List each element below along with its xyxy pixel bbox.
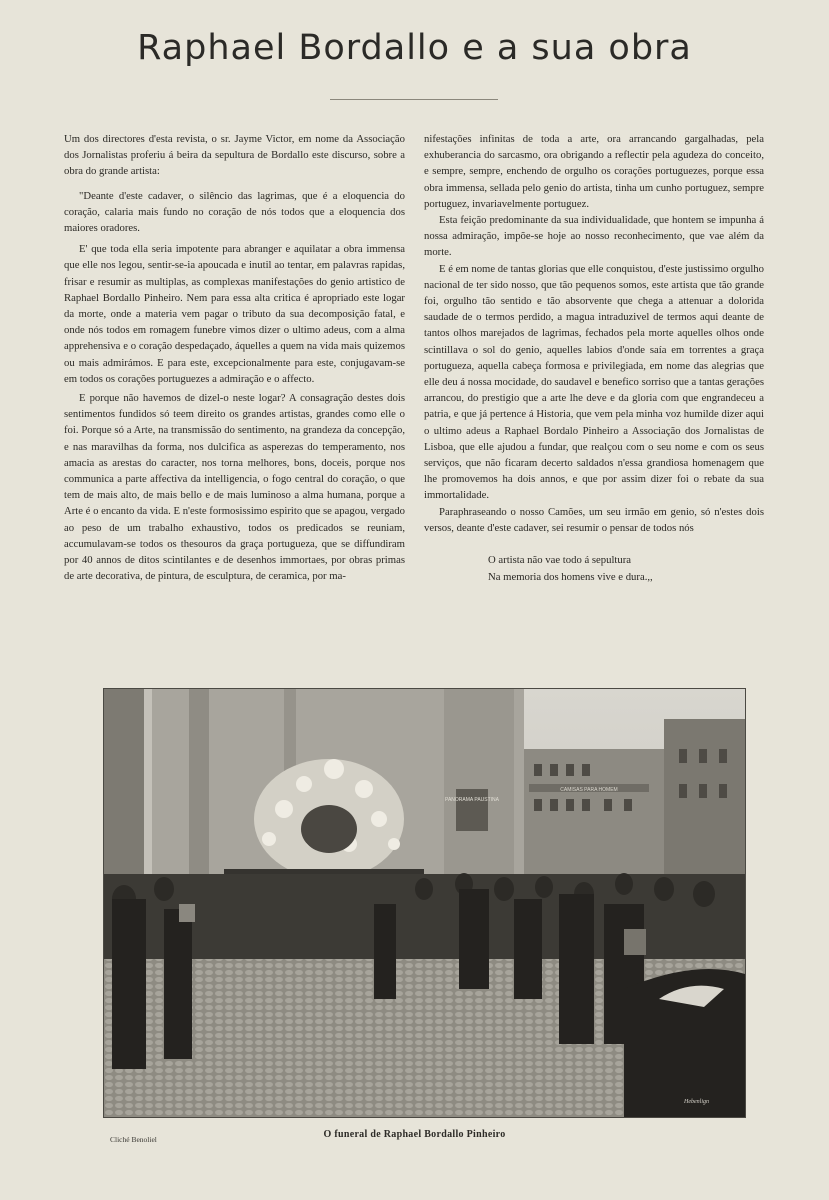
verse-line-1: O artista não vae todo á sepultura: [488, 554, 632, 567]
speech-paragraph-6: E é em nome de tantas glorias que elle conquistou, d'este justissimo orgulho nacional de ter sido nosso, que tão pequenos somos, este artista que tão grande foi, orgulho tão sentido e tão absorvente que chega a attenuar a dolorida saudade de o termos perdido, a magua intraduzivel de termos aqui deante de tantos olhos marejados de lagrimas, fechados pela morte aquelles olhos onde scintillava o sol do genio, aquelles labios d'onde saía em torrentes a graça portugueza, aquella cabeça formosa e privilegiada, em nome das alegrias que elle deu á nossa mocidade, do saudavel e benefico sorriso que a tantas gerações arrancou, do prestigio que a arte lhe deve e da gloria com que engrandeceu a patria, e que já pertence á Historia, que vem pela minha voz humilde dizer aqui o ultimo adeus a Raphael Bordalo Pinheiro a Associação dos Jornalistas de Lisboa, que elle ajudou a fundar, que realçou com o seu nome e com os seus serviços, que não ficaram decerto saldados n'essa grandiosa homenagem que lhe promovemos ha dois annos, e que por assim dizer foi o rebate da sua immortalidade.: [424, 262, 764, 502]
photo-credit: Cliché Benoliel: [110, 1135, 157, 1144]
building-sign-text: CAMISAS PARA HOMEM: [560, 787, 618, 793]
speech-paragraph-5: Esta feição predominante da sua individualidade, que hontem se impunha á nossa admiração, impõe-se hoje ao nosso reconhecimento, que vae além da morte.: [424, 214, 764, 259]
camoes-verse: [424, 552, 764, 586]
speech-paragraph-7: Paraphraseando o nosso Camões, um seu irmão em genio, só n'estes dois versos, deante d'este cadaver, sei resumir o pensar de todos nós: [424, 505, 764, 534]
speech-paragraph-4: nifestações infinitas de toda a arte, ora arrancando gargalhadas, pela exhuberancia do sarcasmo, ora obrigando a reflectir pela agudeza do conceito, e sempre, sempre, enchendo de orgulho os corações portuguezes, porque essa obra immensa, sellada pelo genio do artista, tinha um cunho portuguez, sempre portuguez, invariavelmente portuguez.: [424, 133, 764, 210]
right-column: [424, 131, 764, 586]
title-divider: [330, 99, 498, 100]
funeral-photograph: [103, 688, 746, 1118]
panorama-sign-text: PANORAMA PAUSTINA: [445, 797, 499, 803]
speech-paragraph-1: "Deante d'este cadaver, o silêncio das lagrimas, que é a eloquencia do coração, calaria mais fundo no coração de nós todos que a eloquencia dos maiores oradores.: [64, 189, 405, 235]
photo-caption: O funeral de Raphael Bordallo Pinheiro: [323, 1129, 506, 1140]
panorama-poster: [456, 789, 488, 831]
photographer-signature: Hebenlign: [684, 1099, 709, 1105]
speech-paragraph-2: E' que toda ella seria impotente para abranger e aquilatar a obra immensa que elle nos legou, sentir-se-ia apoucada e inutil ao tentar, em palavras rapidas, frisar e resumir as multiplas, as complexas manifestações do genio artistico de Raphael Bordallo Pinheiro. Nem para essa alta critica é apropriado este logar da morte, onde a materia vem pagar o tributo da sua decomposição fatal, e onde nós todos em romagem funebre vimos dizer o ultimo adeus, com a alma apprehensiva e o coração despedaçado, áquelles a quem na vida mais quizemos ou mais admirámos. E para este, excepcionalmente para este, conjugavam-se em todos os corações portuguezes a admiração e o affecto.: [64, 243, 405, 385]
left-column: [64, 131, 405, 584]
article-title: Raphael Bordallo e a sua obra: [137, 28, 692, 68]
speech-paragraph-3: E porque não havemos de dizel-o neste logar? A consagração destes dois sentimentos fundidos só teem direito os grandes artistas, grandes como elle o foi. Porque só a Arte, na transmissão do sentimento, na grandeza da concepção, e nas maravilhas da forma, nos dulcifica as asperezas do temperamento, nos amacia as arestas do caracter, nos torna melhores, bons, doceis, porque nos communica a parte affectiva da intelligencia, o fogo central do coração, o que tem de mais alto, de mais bello e de mais luminoso a alma humana, porque a Arte é o encanto da vida. E n'este formosissimo espirito que se apagou, vergado ao peso de um trabalho exhaustivo, todos os predicados se reuniam, accumulavam-se todos os thesouros da graça portugueza, que se diffundiram por 40 annos de ditos scintilantes e de desenhos immortaes, por obras primas de arte decorativa, de pintura, de esculptura, de ceramica, por ma-: [64, 392, 405, 583]
verse-line-2: Na memoria dos homens vive e dura.,,: [488, 571, 653, 584]
intro-paragraph: Um dos directores d'esta revista, o sr. Jayme Victor, em nome da Associação dos Jornalistas proferiu á beira da sepultura de Bordallo este discurso, sobre a obra do grande artista:: [64, 133, 405, 178]
